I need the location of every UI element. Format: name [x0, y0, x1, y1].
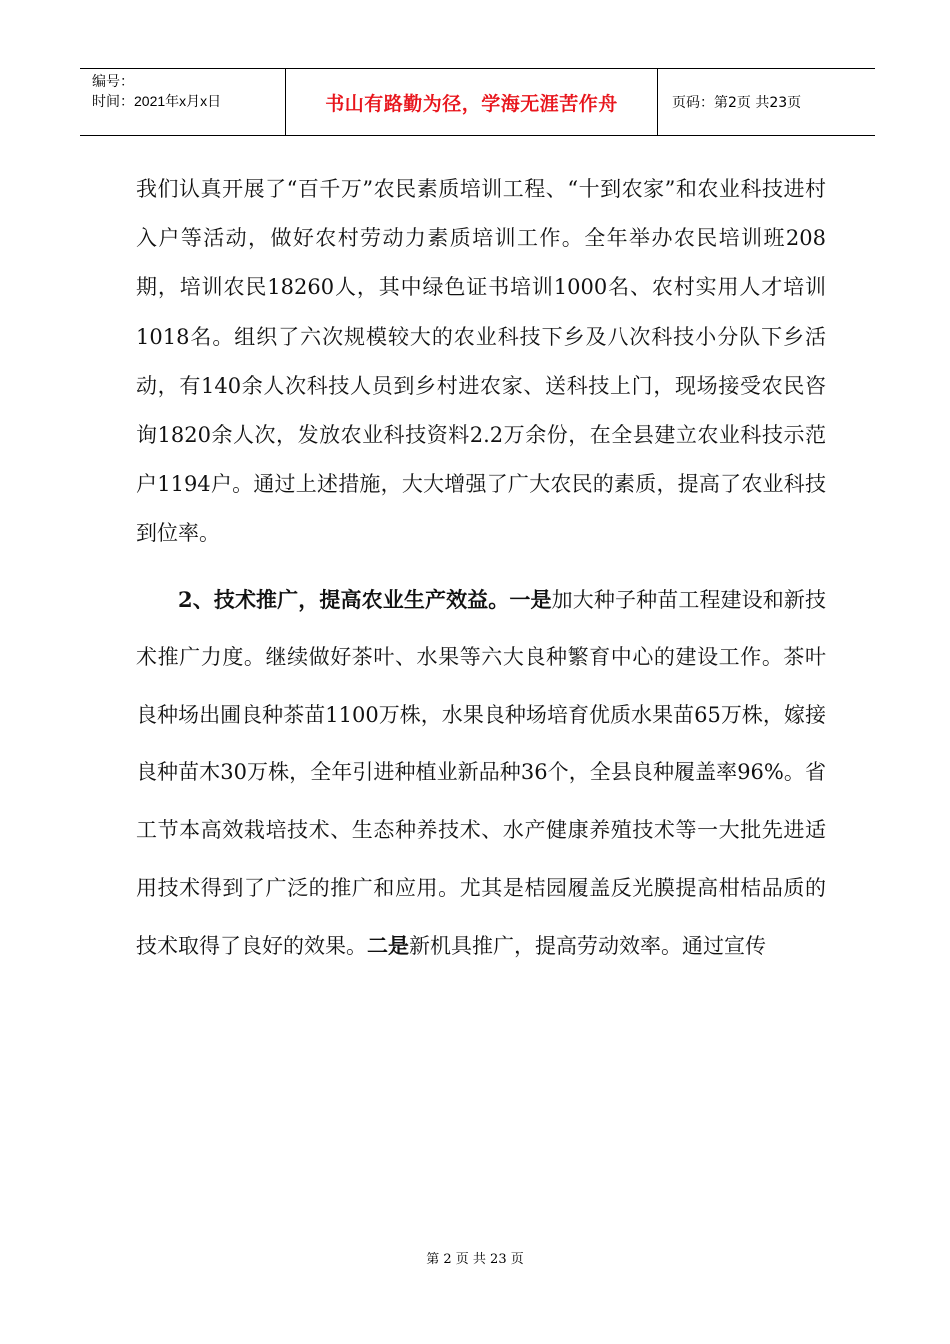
- paragraph-2-text-2: 新机具推广，提高劳动效率。通过宣传: [409, 934, 766, 959]
- paragraph-1: 我们认真开展了“百千万”农民素质培训工程、“十到农家”和农业科技进村入户等活动，做好农村劳动力素质培训工作。全年举办农民培训班208期，培训农民18260人，其中绿色证书培训1000名、农村实用人才培训1018名。组织了六次规模较大的农业科技下乡及八次科技小分队下乡活动，有140余人次科技人员到乡村进农家、送科技上门，现场接受农民咨询1820余人次，发放农业科技资料2.2万余份，在全县建立农业科技示范户1194户。通过上述措施，大大增强了广大农民的素质，提高了农业科技到位率。: [136, 177, 826, 546]
- header-motto: 书山有路勤为径，学海无涯苦作舟: [286, 69, 658, 135]
- header-meta: [80, 69, 286, 135]
- page-footer: 第 2 页 共 23 页: [426, 1252, 524, 1267]
- first-point-marker: 一是: [509, 586, 552, 612]
- paragraph-2-text-1: 加大种子种苗工程建设和新技术推广力度。继续做好茶叶、水果等六大良种繁育中心的建设工作。茶叶良种场出圃良种茶苗1100万株，水果良种场培育优质水果苗65万株，嫁接良种苗木30万株，全年引进种植业新品种36个，全县良种履盖率96%。省工节本高效栽培技术、生态种养技术、水产健康养殖技术等一大批先进适用技术得到了广泛的推广和应用。尤其是桔园履盖反光膜提高柑桔品质的技术取得了良好的效果。: [136, 587, 827, 959]
- section-heading: 2、技术推广，提高农业生产效益。: [178, 586, 510, 612]
- second-point-marker: 二是: [367, 933, 409, 959]
- paragraph-2: [136, 571, 826, 976]
- document-number-label: 编号：: [92, 73, 134, 89]
- document-time-label: 时间：2021年x月x日: [92, 93, 222, 109]
- page-header: [80, 68, 875, 136]
- header-page-info: 页码：第2页 共23页: [672, 95, 802, 111]
- document-body: [136, 165, 826, 976]
